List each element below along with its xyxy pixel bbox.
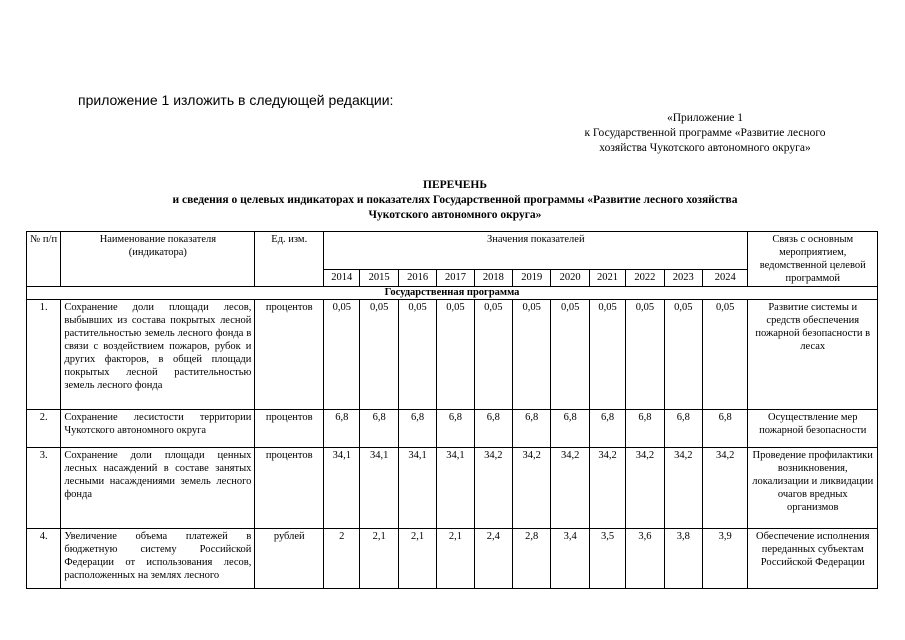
- row-value: 3,4: [551, 529, 589, 589]
- year-header: 2017: [437, 270, 474, 287]
- row-value: 2,8: [513, 529, 551, 589]
- row-unit: процентов: [255, 448, 324, 529]
- year-header: 2024: [702, 270, 748, 287]
- row-value: 34,2: [551, 448, 589, 529]
- row-value: 34,1: [360, 448, 398, 529]
- header-values: Значения показателей: [324, 232, 748, 270]
- row-link: Проведение профилактики возникновения, локализации и ликвидации очагов вредных организмов: [748, 448, 878, 529]
- table-row: [27, 410, 878, 448]
- intro-text: приложение 1 изложить в следующей редакции:: [78, 92, 394, 108]
- header-link: Связь с основным мероприятием, ведомственной целевой программой: [748, 232, 878, 287]
- row-value: 6,8: [437, 410, 474, 448]
- row-name: Увеличение объема платежей в бюджетную систему Российской Федерации от использования лесов, расположенных на землях лесного: [61, 529, 255, 589]
- row-value: 0,05: [360, 300, 398, 410]
- table-rows: [27, 300, 878, 589]
- appendix-reference: [540, 111, 870, 156]
- row-value: 6,8: [626, 410, 664, 448]
- row-value: 0,05: [626, 300, 664, 410]
- row-value: 6,8: [551, 410, 589, 448]
- row-value: 0,05: [702, 300, 748, 410]
- header-name: [61, 232, 255, 287]
- row-num: 3.: [27, 448, 61, 529]
- row-link: Осуществление мер пожарной безопасности: [748, 410, 878, 448]
- table-row: [27, 448, 878, 529]
- appendix-line-1: «Приложение 1: [666, 112, 744, 124]
- row-value: 2,1: [398, 529, 436, 589]
- row-link: Развитие системы и средств обеспечения пожарной безопасности в лесах: [748, 300, 878, 410]
- table-row: [27, 300, 878, 410]
- appendix-line-2: к Государственной программе «Развитие лесного: [584, 127, 826, 139]
- row-value: 6,8: [513, 410, 551, 448]
- row-unit: процентов: [255, 300, 324, 410]
- year-header: 2015: [360, 270, 398, 287]
- row-num: 2.: [27, 410, 61, 448]
- row-value: 6,8: [324, 410, 360, 448]
- row-name: Сохранение лесистости территории Чукотского автономного округа: [61, 410, 255, 448]
- row-value: 34,2: [513, 448, 551, 529]
- year-header: 2023: [664, 270, 702, 287]
- row-value: 0,05: [474, 300, 512, 410]
- row-value: 3,6: [626, 529, 664, 589]
- row-name: Сохранение доли площади лесов, выбывших из состава покрытых лесной растительностью земель лесного фонда в связи с воздействием пожаров, рубок и других факторов, в общей площади покрытых лесной растительностью земель лесного фонда: [61, 300, 255, 410]
- row-value: 6,8: [398, 410, 436, 448]
- row-value: 2,1: [437, 529, 474, 589]
- row-value: 6,8: [360, 410, 398, 448]
- row-link: Обеспечение исполнения переданных субъектам Российской Федерации: [748, 529, 878, 589]
- row-value: 34,2: [474, 448, 512, 529]
- year-header: 2021: [589, 270, 625, 287]
- row-value: 6,8: [664, 410, 702, 448]
- row-value: 6,8: [474, 410, 512, 448]
- row-value: 34,1: [324, 448, 360, 529]
- row-name: Сохранение доли площади ценных лесных насаждений в составе занятых лесными насаждениями земель лесного фонда: [61, 448, 255, 529]
- row-value: 34,1: [398, 448, 436, 529]
- row-value: 3,9: [702, 529, 748, 589]
- appendix-line-3: хозяйства Чукотского автономного округа»: [599, 142, 811, 154]
- row-value: 34,2: [702, 448, 748, 529]
- row-value: 0,05: [551, 300, 589, 410]
- row-value: 2,1: [360, 529, 398, 589]
- heading-line-2: и сведения о целевых индикаторах и показателях Государственной программы «Развитие лесного хозяйства: [172, 194, 738, 206]
- row-value: 0,05: [664, 300, 702, 410]
- year-header: 2020: [551, 270, 589, 287]
- row-value: 0,05: [513, 300, 551, 410]
- row-num: 1.: [27, 300, 61, 410]
- document-heading: [110, 178, 800, 223]
- year-header: 2019: [513, 270, 551, 287]
- row-value: 34,1: [437, 448, 474, 529]
- row-value: 6,8: [702, 410, 748, 448]
- table-row: [27, 529, 878, 589]
- row-value: 0,05: [324, 300, 360, 410]
- row-value: 0,05: [589, 300, 625, 410]
- year-header: 2016: [398, 270, 436, 287]
- section-title: Государственная программа: [27, 287, 878, 300]
- header-unit: Ед. изм.: [255, 232, 324, 287]
- row-value: 3,8: [664, 529, 702, 589]
- indicators-table: [26, 231, 878, 589]
- row-value: 34,2: [589, 448, 625, 529]
- year-header: 2022: [626, 270, 664, 287]
- row-value: 3,5: [589, 529, 625, 589]
- header-num: № п/п: [27, 232, 61, 287]
- row-value: 2: [324, 529, 360, 589]
- heading-title: ПЕРЕЧЕНЬ: [423, 179, 487, 191]
- year-header: 2014: [324, 270, 360, 287]
- row-value: 0,05: [437, 300, 474, 410]
- row-value: 0,05: [398, 300, 436, 410]
- row-unit: процентов: [255, 410, 324, 448]
- header-name-text: Наименование показателя (индикатора): [99, 234, 217, 258]
- row-unit: рублей: [255, 529, 324, 589]
- row-value: 6,8: [589, 410, 625, 448]
- row-value: 2,4: [474, 529, 512, 589]
- row-value: 34,2: [664, 448, 702, 529]
- heading-line-3: Чукотского автономного округа»: [368, 209, 542, 221]
- row-value: 34,2: [626, 448, 664, 529]
- row-num: 4.: [27, 529, 61, 589]
- year-header: 2018: [474, 270, 512, 287]
